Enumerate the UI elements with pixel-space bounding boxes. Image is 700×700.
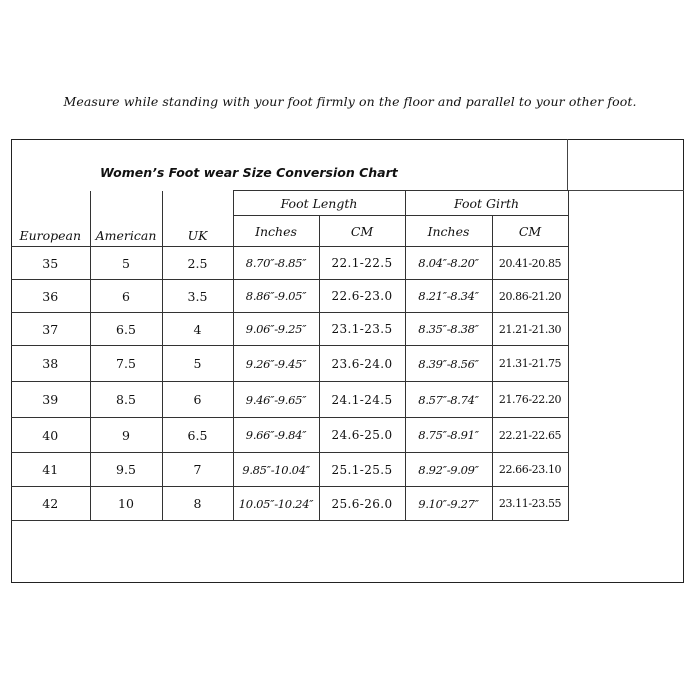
cell-girth-inches: 8.04″-8.20″	[405, 247, 492, 280]
header-length-inches: Inches	[233, 216, 319, 247]
table-row	[11, 313, 568, 346]
cell-length-cm: 25.1-25.5	[319, 453, 405, 487]
cell-american: 9.5	[90, 453, 162, 487]
header-uk: UK	[162, 191, 233, 247]
cell-american: 7.5	[90, 346, 162, 382]
cell-girth-cm: 20.86-21.20	[492, 280, 568, 313]
cell-girth-cm: 21.31-21.75	[492, 346, 568, 382]
table-row	[11, 247, 568, 280]
table-row	[11, 382, 568, 418]
cell-european: 35	[11, 247, 90, 280]
cell-uk: 4	[162, 313, 233, 346]
cell-length-inches: 10.05″-10.24″	[233, 487, 319, 521]
cell-girth-inches: 8.21″-8.34″	[405, 280, 492, 313]
cell-girth-inches: 8.57″-8.74″	[405, 382, 492, 418]
cell-european: 41	[11, 453, 90, 487]
table-row	[11, 346, 568, 382]
cell-girth-cm: 22.21-22.65	[492, 418, 568, 453]
cell-american: 9	[90, 418, 162, 453]
cell-uk: 6	[162, 382, 233, 418]
cell-length-cm: 22.1-22.5	[319, 247, 405, 280]
measuring-instruction: Measure while standing with your foot firmly on the floor and parallel to your other foot.	[63, 94, 637, 109]
cell-length-cm: 24.1-24.5	[319, 382, 405, 418]
cell-american: 6.5	[90, 313, 162, 346]
cell-european: 39	[11, 382, 90, 418]
cell-girth-cm: 22.66-23.10	[492, 453, 568, 487]
cell-girth-cm: 21.76-22.20	[492, 382, 568, 418]
cell-length-inches: 8.70″-8.85″	[233, 247, 319, 280]
cell-length-cm: 22.6-23.0	[319, 280, 405, 313]
header-length-cm: CM	[319, 216, 405, 247]
cell-uk: 5	[162, 346, 233, 382]
chart-title: Women’s Foot wear Size Conversion Chart	[100, 165, 398, 180]
cell-length-inches: 8.86″-9.05″	[233, 280, 319, 313]
header-foot-girth: Foot Girth	[405, 191, 568, 216]
header-girth-inches: Inches	[405, 216, 492, 247]
frame-divider-horizontal	[567, 190, 684, 191]
cell-length-inches: 9.26″-9.45″	[233, 346, 319, 382]
cell-girth-inches: 8.75″-8.91″	[405, 418, 492, 453]
cell-american: 5	[90, 247, 162, 280]
cell-girth-inches: 8.39″-8.56″	[405, 346, 492, 382]
cell-european: 36	[11, 280, 90, 313]
cell-uk: 7	[162, 453, 233, 487]
cell-uk: 8	[162, 487, 233, 521]
cell-american: 8.5	[90, 382, 162, 418]
cell-american: 6	[90, 280, 162, 313]
cell-length-cm: 24.6-25.0	[319, 418, 405, 453]
cell-uk: 3.5	[162, 280, 233, 313]
header-american: American	[90, 191, 162, 247]
size-rows	[11, 247, 568, 521]
cell-girth-inches: 8.35″-8.38″	[405, 313, 492, 346]
cell-length-inches: 9.66″-9.84″	[233, 418, 319, 453]
cell-girth-inches: 8.92″-9.09″	[405, 453, 492, 487]
cell-girth-cm: 23.11-23.55	[492, 487, 568, 521]
cell-uk: 6.5	[162, 418, 233, 453]
cell-length-cm: 23.1-23.5	[319, 313, 405, 346]
cell-european: 38	[11, 346, 90, 382]
cell-length-cm: 25.6-26.0	[319, 487, 405, 521]
cell-length-cm: 23.6-24.0	[319, 346, 405, 382]
header-girth-cm: CM	[492, 216, 568, 247]
cell-length-inches: 9.85″-10.04″	[233, 453, 319, 487]
table-row	[11, 453, 568, 487]
cell-american: 10	[90, 487, 162, 521]
table-row	[11, 487, 568, 521]
cell-european: 42	[11, 487, 90, 521]
cell-girth-inches: 9.10″-9.27″	[405, 487, 492, 521]
table-row	[11, 418, 568, 453]
cell-girth-cm: 21.21-21.30	[492, 313, 568, 346]
header-european: European	[11, 191, 90, 247]
header-foot-length: Foot Length	[233, 191, 405, 216]
cell-european: 40	[11, 418, 90, 453]
cell-european: 37	[11, 313, 90, 346]
cell-uk: 2.5	[162, 247, 233, 280]
cell-length-inches: 9.06″-9.25″	[233, 313, 319, 346]
table-row	[11, 280, 568, 313]
cell-length-inches: 9.46″-9.65″	[233, 382, 319, 418]
cell-girth-cm: 20.41-20.85	[492, 247, 568, 280]
frame-divider-vertical	[567, 139, 568, 190]
size-conversion-table	[11, 190, 569, 521]
